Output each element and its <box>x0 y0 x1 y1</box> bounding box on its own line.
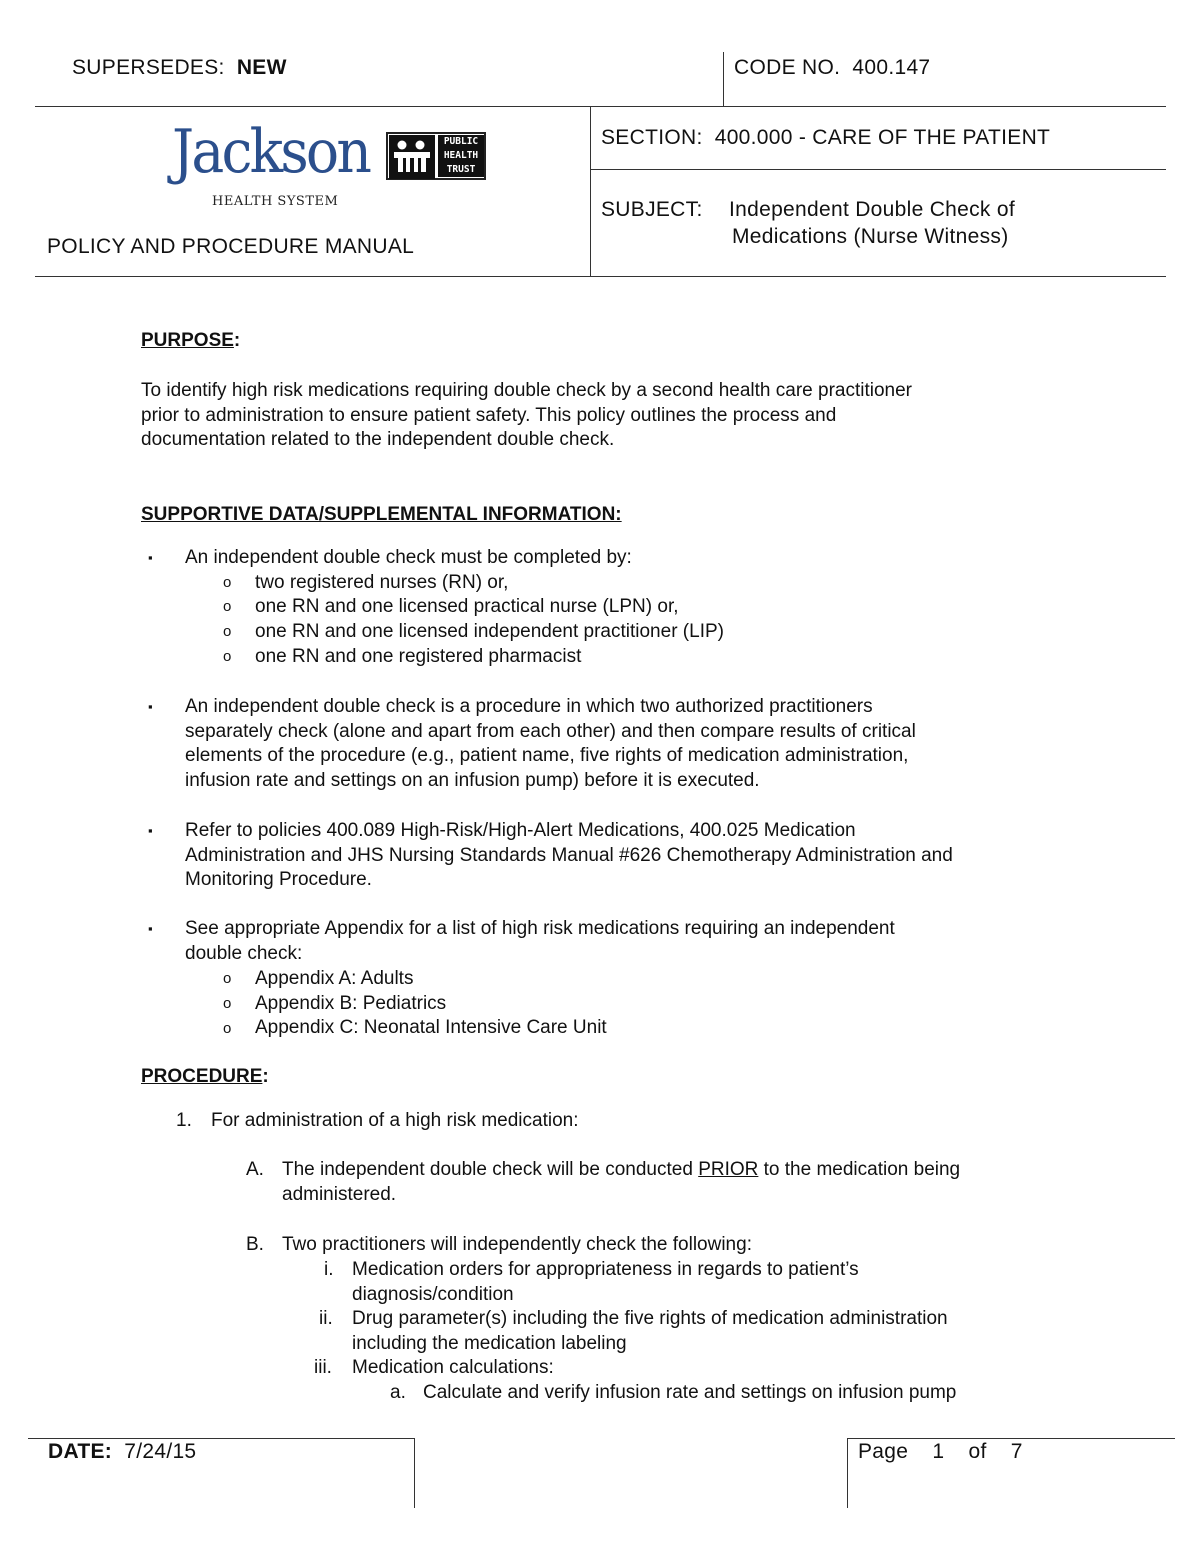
bullet-4-sub: Appendix A: Adults <box>255 968 414 989</box>
step-a-line-2: administered. <box>282 1183 397 1205</box>
step-a-prior: PRIOR <box>698 1159 759 1180</box>
supersedes <box>72 56 287 80</box>
step-a-line-1 <box>282 1158 960 1183</box>
bullet-2-line: elements of the procedure (e.g., patient name, five rights of medication administration, <box>185 745 909 766</box>
of-label: of <box>968 1440 987 1463</box>
code-value: 400.147 <box>852 56 931 79</box>
section-value: 400.000 - CARE OF THE PATIENT <box>714 126 1051 149</box>
page-label: Page <box>858 1440 909 1463</box>
roman-i-line: diagnosis/condition <box>352 1283 514 1305</box>
bullet-1-sub: one RN and one licensed practical nurse (LPN) or, <box>255 596 679 617</box>
code-label: CODE NO. <box>734 56 841 79</box>
bullet-3-text <box>185 819 953 893</box>
bullet-4-sub: Appendix B: Pediatrics <box>255 993 447 1014</box>
badge-line-2: HEALTH <box>443 150 479 161</box>
public-health-trust-badge <box>386 132 486 180</box>
bullet-2-line: infusion rate and settings on an infusion pump) before it is executed. <box>185 769 760 791</box>
sub-marker: o <box>223 623 232 640</box>
purpose-line: documentation related to the independent double check. <box>141 429 615 450</box>
step-a-before: The independent double check will be conducted <box>282 1159 699 1180</box>
bullet-4-line: double check: <box>185 942 303 964</box>
purpose-heading-text: PURPOSE <box>141 330 234 351</box>
logo-subtitle: HEALTH SYSTEM <box>212 194 339 209</box>
roman-ii-line: including the medication labeling <box>352 1332 627 1354</box>
footer-date <box>48 1440 196 1464</box>
bullet-marker: ▪ <box>148 699 153 714</box>
sub-marker: o <box>223 995 232 1012</box>
sub-marker: o <box>223 574 232 591</box>
step-1-number: 1. <box>176 1110 192 1131</box>
roman-ii-number: ii. <box>319 1308 333 1329</box>
supportive-heading: SUPPORTIVE DATA/SUPPLEMENTAL INFORMATION: <box>141 504 622 525</box>
procedure-heading-colon: : <box>262 1066 269 1087</box>
section <box>601 126 1050 150</box>
step-a-label: A. <box>246 1159 264 1180</box>
roman-i-line: Medication orders for appropriateness in regards to patient’s <box>352 1259 859 1280</box>
step-a-after: to the medication being <box>758 1159 961 1180</box>
bullet-1-text: An independent double check must be completed by: <box>185 547 632 568</box>
purpose-line: prior to administration to ensure patient safety. This policy outlines the process and <box>141 404 837 426</box>
bullet-4-line: See appropriate Appendix for a list of high risk medications requiring an independent <box>185 918 895 939</box>
roman-iii-number: iii. <box>314 1357 332 1378</box>
sub-marker: o <box>223 598 232 615</box>
roman-ii-line: Drug parameter(s) including the five rights of medication administration <box>352 1308 948 1329</box>
badge-text <box>438 135 484 177</box>
bullet-marker: ▪ <box>148 823 153 838</box>
step-b-text: Two practitioners will independently check the following: <box>282 1234 752 1255</box>
subject-line-1: Independent Double Check of <box>729 198 1015 221</box>
purpose-heading <box>141 330 240 352</box>
jackson-logo <box>168 118 493 216</box>
step-b-label: B. <box>246 1234 264 1255</box>
bullet-3-line: Monitoring Procedure. <box>185 869 372 890</box>
page-indicator <box>858 1440 1023 1464</box>
purpose-heading-colon: : <box>233 330 241 351</box>
header-rule-2 <box>590 169 1166 170</box>
badge-line-3: TRUST <box>446 164 476 175</box>
roman-i-number: i. <box>324 1259 334 1280</box>
roman-i-text <box>352 1258 859 1307</box>
footer-divider-right <box>847 1438 848 1508</box>
badge-line-1: PUBLIC <box>443 136 479 147</box>
logo-wordmark: Jackson <box>172 117 370 187</box>
date-value: 7/24/15 <box>124 1440 197 1463</box>
supersedes-label: SUPERSEDES: <box>72 56 225 79</box>
step-a-text <box>282 1158 960 1207</box>
code-number <box>734 56 930 80</box>
sub-a-label: a. <box>390 1382 406 1403</box>
footer-rule-right <box>847 1438 1175 1439</box>
bullet-2-line: separately check (alone and apart from each other) and then compare results of critical <box>185 720 916 742</box>
sub-a-text: Calculate and verify infusion rate and settings on infusion pump <box>423 1382 957 1403</box>
subject-line-2: Medications (Nurse Witness) <box>732 225 1009 248</box>
sub-marker: o <box>223 970 232 987</box>
people-icon <box>389 135 435 179</box>
bullet-1-sub: two registered nurses (RN) or, <box>255 572 509 593</box>
sub-marker: o <box>223 1020 232 1037</box>
bullet-3-line: Administration and JHS Nursing Standards Manual #626 Chemotherapy Administration and <box>185 844 953 866</box>
date-label: DATE: <box>48 1440 113 1463</box>
roman-iii-text: Medication calculations: <box>352 1357 554 1378</box>
page-total: 7 <box>1010 1440 1023 1463</box>
supersedes-value: NEW <box>236 56 287 79</box>
bullet-1-sub: one RN and one licensed independent practitioner (LIP) <box>255 621 724 642</box>
bullet-2-line: An independent double check is a procedure in which two authorized practitioners <box>185 696 873 717</box>
bullet-1-sub: one RN and one registered pharmacist <box>255 646 582 667</box>
footer-divider-left <box>414 1438 415 1508</box>
bullet-marker: ▪ <box>148 921 153 936</box>
subject-label: SUBJECT: <box>601 198 703 221</box>
manual-title: POLICY AND PROCEDURE MANUAL <box>47 235 415 258</box>
purpose-paragraph <box>141 379 912 453</box>
bullet-marker: ▪ <box>148 550 153 565</box>
bullet-3-line: Refer to policies 400.089 High-Risk/High-Alert Medications, 400.025 Medication <box>185 820 856 841</box>
header-divider-top <box>723 52 724 106</box>
bullet-4-sub: Appendix C: Neonatal Intensive Care Unit <box>255 1017 607 1038</box>
roman-ii-text <box>352 1307 948 1356</box>
bullet-2-text <box>185 695 916 793</box>
header-divider-main <box>590 106 591 276</box>
procedure-heading <box>141 1066 269 1088</box>
step-1-text: For administration of a high risk medication: <box>211 1110 579 1131</box>
purpose-line: To identify high risk medications requiring double check by a second health care practitioner <box>141 380 912 401</box>
page-number: 1 <box>932 1440 945 1463</box>
header-rule-1 <box>35 106 1166 107</box>
sub-marker: o <box>223 648 232 665</box>
bullet-4-text <box>185 917 895 966</box>
footer-rule-left <box>28 1438 414 1439</box>
section-label: SECTION: <box>601 126 703 149</box>
procedure-heading-text: PROCEDURE <box>141 1066 263 1087</box>
header-rule-3 <box>35 276 1166 277</box>
